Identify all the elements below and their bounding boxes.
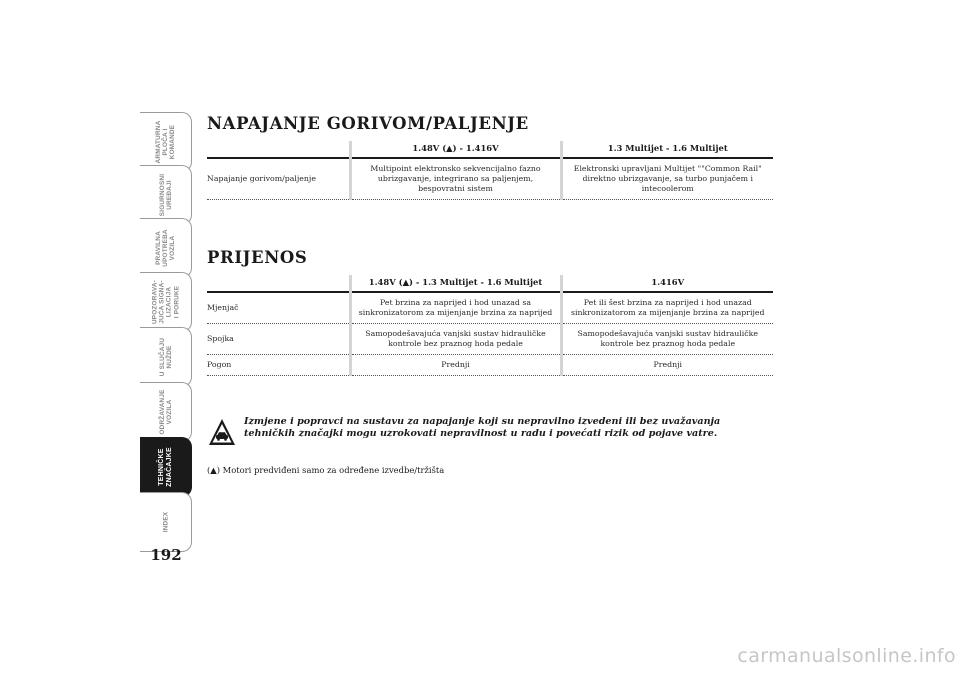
table-row (207, 292, 773, 324)
header-col2: 1.416V (561, 275, 773, 292)
car-warning-triangle-icon (207, 416, 237, 450)
row-label: Pogon (207, 355, 350, 376)
tab-tehnicke-znacajke[interactable] (140, 437, 192, 497)
tab-pravilna-upotreba[interactable] (140, 218, 192, 278)
row-col1: Samopodešavajuća vanjski sustav hidrauličke kontrole bez praznog hoda pedale (350, 324, 561, 355)
table-header-row (207, 141, 773, 158)
tab-label: INDEX (161, 511, 169, 533)
row-col2: Pet ili šest brzina za naprijed i hod unazad sinkronizatorom za mijenjanje brzina za naprijed (561, 292, 773, 324)
header-blank (207, 141, 350, 158)
tab-index[interactable] (140, 492, 192, 552)
row-col1: Multipoint elektronsko sekvencijalno fazno ubrizgavanje, integrirano sa paljenjem, bespovratni sistem (350, 158, 561, 200)
tab-label: U SLUČAJU NUŽDE (158, 337, 173, 377)
row-label: Mjenjač (207, 292, 350, 324)
main-content (207, 114, 773, 376)
tab-odrzavanje-vozila[interactable] (140, 382, 192, 442)
watermark: carmanualsonline.info (737, 645, 956, 667)
row-col1: Prednji (350, 355, 561, 376)
tab-label: SIGURNOSNI UREĐAJI (158, 173, 173, 217)
transmission-spec-table (207, 275, 773, 376)
page-number: 192 (150, 546, 182, 564)
header-blank (207, 275, 350, 292)
tab-label: PRAVILNA UPOTREBA VOZILA (154, 229, 177, 267)
row-label: Napajanje gorivom/paljenje (207, 158, 350, 200)
warning-box (207, 416, 773, 454)
header-col1: 1.48V (▲) - 1.416V (350, 141, 561, 158)
tab-label: ARMATURNA PLOČA I KOMANDE (154, 120, 177, 164)
warning-text: Izmjene i popravci na sustavu za napajanje koji su nepravilno izvedeni ili bez uvažavanja tehničkih značajki mogu uzrokovati nepravilnost u radu i povećati rizik od pojave vatre. (244, 416, 721, 439)
table-row (207, 324, 773, 355)
footnote: (▲) Motori predviđeni samo za određene izvedbe/tržišta (207, 465, 445, 475)
row-col2: Samopodešavajuća vanjski sustav hidrauličke kontrole bez praznog hoda pedale (561, 324, 773, 355)
fuel-spec-table (207, 141, 773, 200)
tab-label: TEHNIČKE ZNAČAJKE (157, 447, 173, 487)
tab-sigurnosni-uredaji[interactable] (140, 165, 192, 225)
row-col1: Pet brzina za naprijed i hod unazad sa sinkronizatorom za mijenjanje brzina za naprijed (350, 292, 561, 324)
row-label: Spojka (207, 324, 350, 355)
tab-label: ODRŽAVANJE VOZILA (158, 389, 173, 435)
tab-upozoravajuca-signalizacija[interactable] (140, 272, 192, 332)
tab-armaturna-ploca[interactable] (140, 112, 192, 172)
fuel-section-title: NAPAJANJE GORIVOM/PALJENJE (207, 114, 529, 133)
table-row (207, 355, 773, 376)
row-col2: Elektronski upravljani Multijet ""Common Rail" direktno ubrizgavanje, sa turbo punjačem i intecoolerom (561, 158, 773, 200)
header-col1: 1.48V (▲) - 1.3 Multijet - 1.6 Multijet (350, 275, 561, 292)
header-col2: 1.3 Multijet - 1.6 Multijet (561, 141, 773, 158)
transmission-section-title: PRIJENOS (207, 248, 308, 267)
table-header-row (207, 275, 773, 292)
table-row (207, 158, 773, 200)
tab-u-slucaju-nuzde[interactable] (140, 327, 192, 387)
tab-label: UPOZORAVA- JUĆA SIGNA- LIZACIJA I PORUKE (151, 280, 180, 325)
row-col2: Prednji (561, 355, 773, 376)
